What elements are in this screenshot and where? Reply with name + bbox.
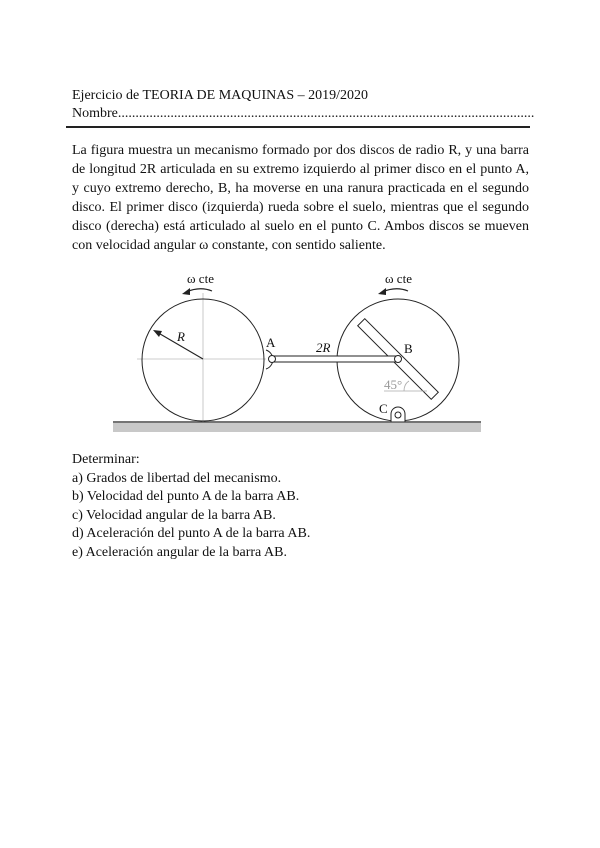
angle-label: 45° — [384, 377, 403, 392]
statement-text: La figura muestra un mecanismo formado por dos discos de radio R, y una barra de longitud 2R articulada en su extremo izquierdo al primer disco en el punto A, y cuyo extremo derecho, B, ha moverse en una ranura practicada en el segundo disco. El primer disco (izquierda) rueda sobre el suelo, mientras que el segundo disco (derecha) está articulado al suelo en el punto C. Ambos discos se mueven con velocidad angular ω constante, con sentido saliente. — [72, 143, 529, 253]
point-a-label: A — [266, 335, 276, 350]
pin-b — [395, 356, 402, 363]
questions — [72, 451, 310, 563]
bar-label: 2R — [316, 340, 331, 355]
angle-arc — [404, 381, 409, 391]
pin-a — [269, 356, 276, 363]
question-item: a) Grados de libertad del mecanismo. — [72, 470, 282, 486]
ground-shade — [113, 423, 481, 432]
omega-left-label: ω cte — [187, 271, 214, 286]
arrowhead-left-icon — [182, 288, 190, 295]
question-item: b) Velocidad del punto A de la barra AB. — [72, 489, 300, 505]
exercise-title: Ejercicio de TEORIA DE MAQUINAS – 2019/2020 — [72, 88, 369, 103]
pin-c — [395, 412, 401, 418]
bar-ab — [272, 356, 398, 362]
questions-intro: Determinar: — [72, 452, 140, 467]
radius-arrowhead — [153, 330, 162, 337]
omega-right-label: ω cte — [385, 271, 412, 286]
name-field: Nombre....................................................................................................................... — [72, 106, 535, 121]
point-c-label: C — [379, 401, 388, 416]
question-item: d) Aceleración del punto A de la barra AB. — [72, 526, 311, 542]
question-item: c) Velocidad angular de la barra AB. — [72, 507, 276, 523]
question-item: e) Aceleración angular de la barra AB. — [72, 544, 287, 560]
point-b-label: B — [404, 341, 413, 356]
radius-label: R — [177, 329, 185, 344]
arrowhead-right-icon — [378, 288, 386, 295]
